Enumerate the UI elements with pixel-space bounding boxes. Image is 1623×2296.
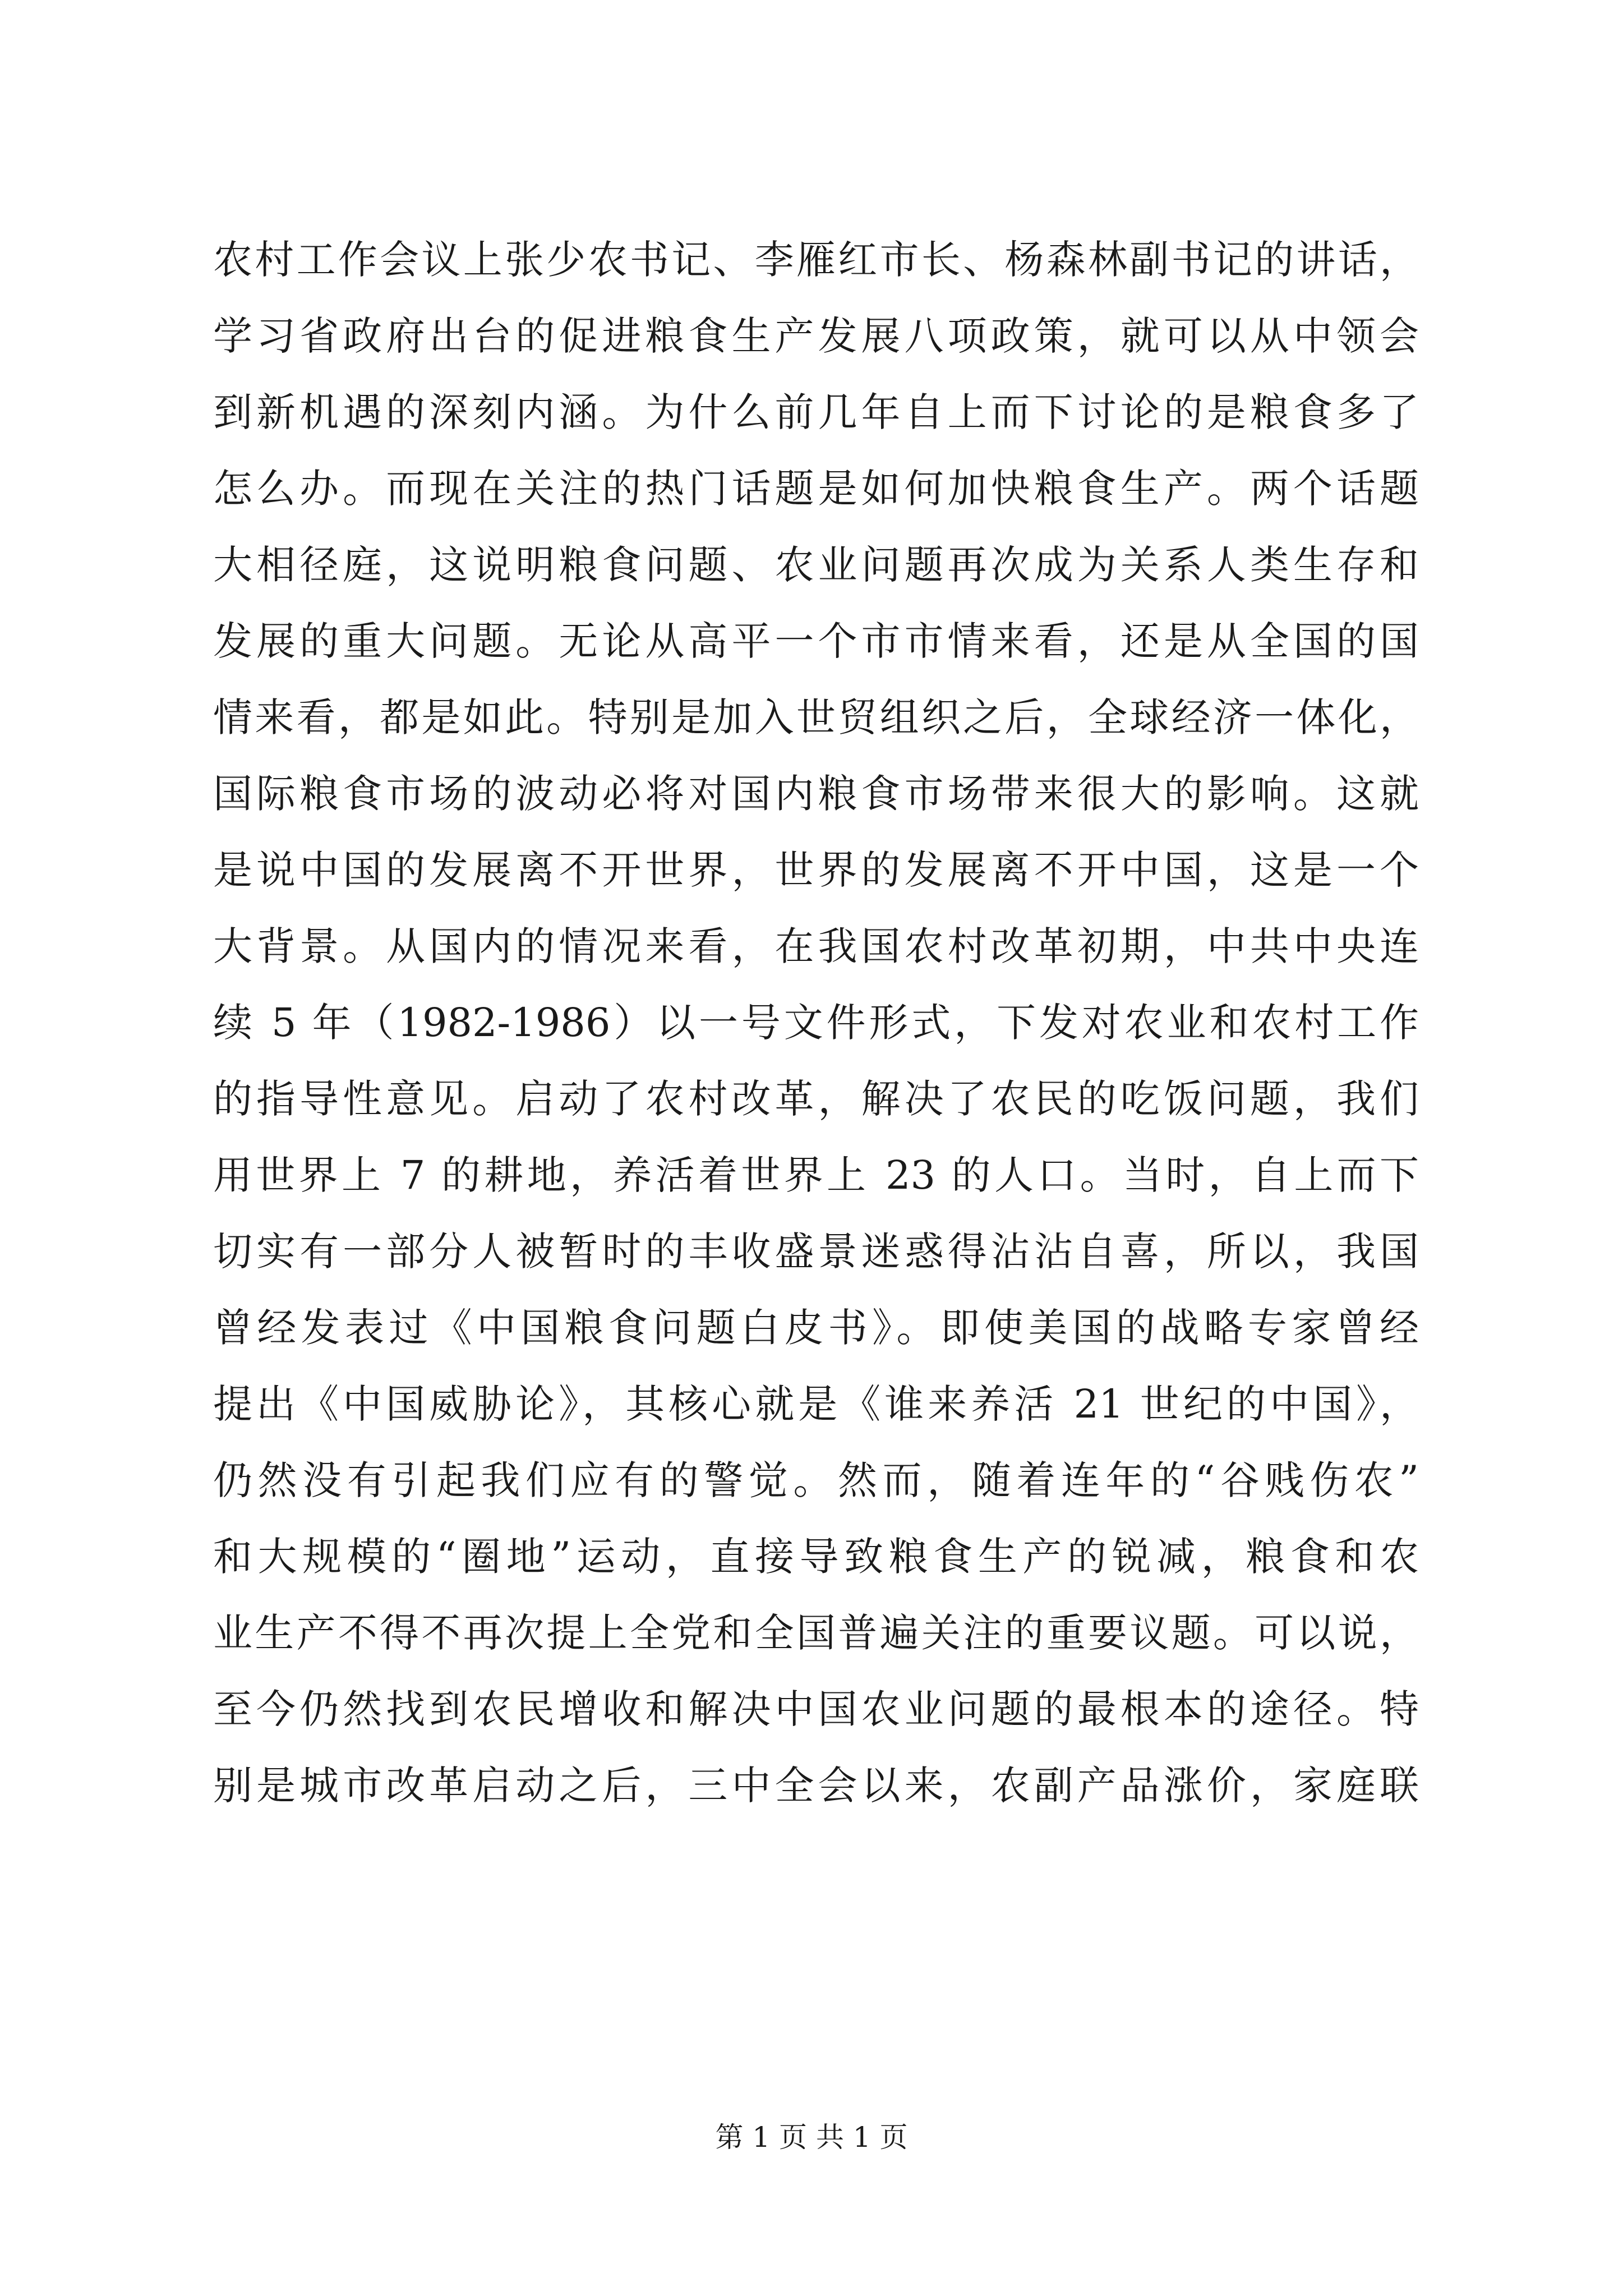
text-line-15: 曾经发表过《中国粮食问题白皮书》。即使美国的战略专家曾经 (213, 1305, 1419, 1351)
text-line-8: 国际粮食市场的波动必将对国内粮食市场带来很大的影响。这就 (213, 771, 1419, 817)
text-line-3: 到新机遇的深刻内涵。为什么前几年自上而下讨论的是粮食多了 (213, 389, 1419, 435)
text-line-6: 发展的重大问题。无论从高平一个市市情来看，还是从全国的国 (213, 618, 1419, 664)
text-line-21: 别是城市改革启动之后，三中全会以来，农副产品涨价，家庭联 (213, 1763, 1419, 1809)
text-line-11: 续 5 年（1982-1986）以一号文件形式，下发对农业和农村工作 (213, 1000, 1419, 1046)
text-line-14: 切实有一部分人被暂时的丰收盛景迷惑得沾沾自喜，所以，我国 (213, 1228, 1419, 1274)
text-line-17: 仍然没有引起我们应有的警觉。然而，随着连年的“谷贱伤农” (213, 1457, 1419, 1503)
page-number-label: 第 1 页 共 1 页 (715, 2121, 908, 2154)
text-line-19: 业生产不得不再次提上全党和全国普遍关注的重要议题。可以说， (213, 1610, 1419, 1656)
text-line-20: 至今仍然找到农民增收和解决中国农业问题的最根本的途径。特 (213, 1686, 1419, 1732)
text-line-2: 学习省政府出台的促进粮食生产发展八项政策，就可以从中领会 (213, 313, 1419, 359)
text-line-5: 大相径庭，这说明粮食问题、农业问题再次成为关系人类生存和 (213, 542, 1419, 588)
text-line-16: 提出《中国威胁论》，其核心就是《谁来养活 21 世纪的中国》， (213, 1381, 1419, 1427)
text-line-18: 和大规模的“圈地”运动，直接导致粮食生产的锐减，粮食和农 (213, 1534, 1419, 1580)
text-line-4: 怎么办。而现在关注的热门话题是如何加快粮食生产。两个话题 (213, 466, 1419, 512)
text-line-7: 情来看，都是如此。特别是加入世贸组织之后，全球经济一体化， (213, 694, 1419, 740)
text-line-13: 用世界上 7 的耕地，养活着世界上 23 的人口。当时，自上而下 (213, 1152, 1419, 1198)
page-footer (0, 2120, 1623, 2154)
text-line-1: 农村工作会议上张少农书记、李雁红市长、杨森林副书记的讲话， (213, 237, 1419, 283)
text-line-10: 大背景。从国内的情况来看，在我国农村改革初期，中共中央连 (213, 923, 1419, 969)
body-text (213, 222, 1419, 1824)
text-line-9: 是说中国的发展离不开世界，世界的发展离不开中国，这是一个 (213, 847, 1419, 893)
text-line-12: 的指导性意见。启动了农村改革，解决了农民的吃饭问题，我们 (213, 1076, 1419, 1122)
